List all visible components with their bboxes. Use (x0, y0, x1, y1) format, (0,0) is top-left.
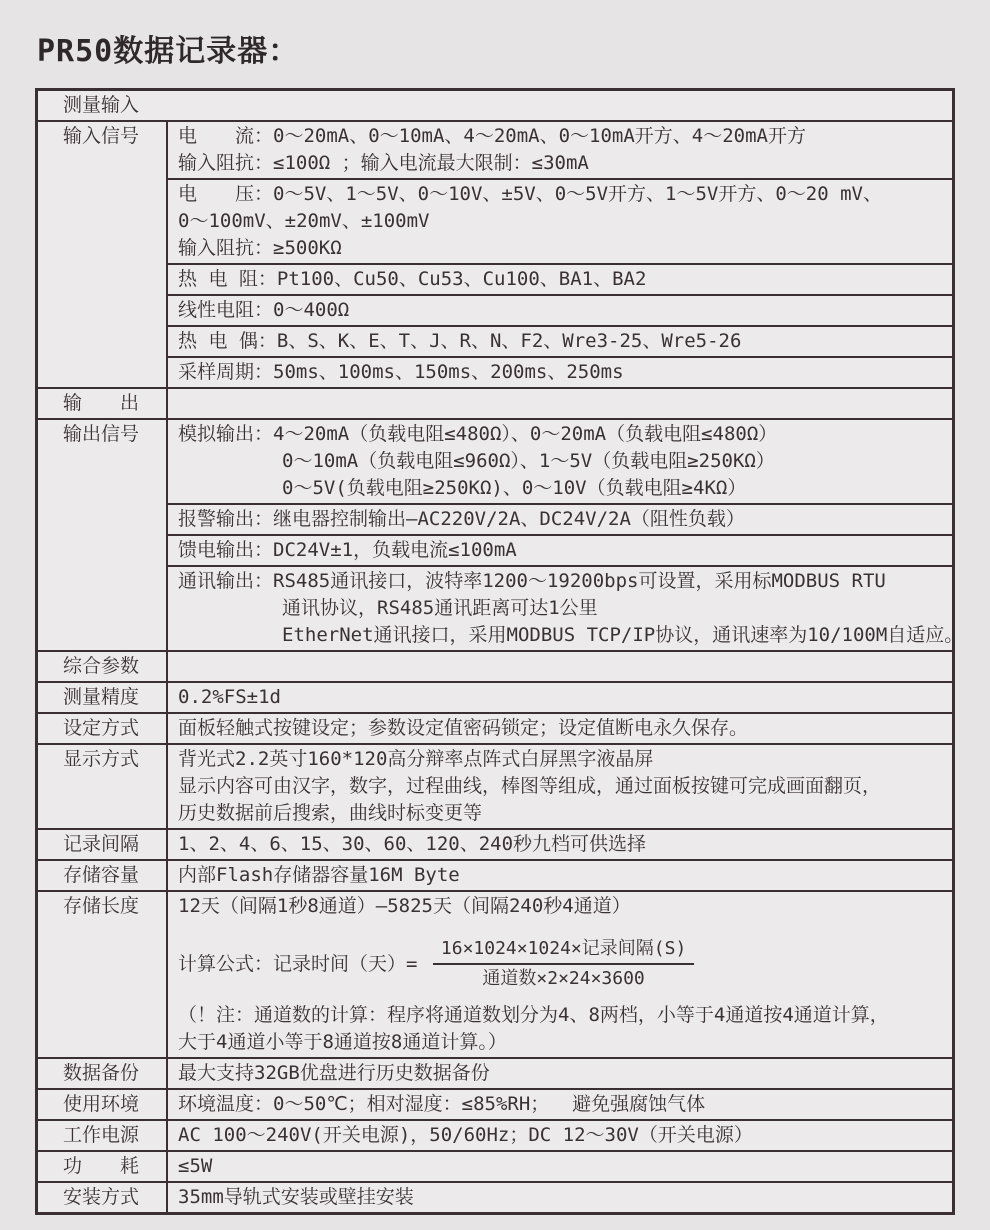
spec-line: 报警输出：继电器控制输出—AC220V/2A、DC24V/2A（阻性负载） (178, 508, 745, 530)
group-linear-resistance (168, 294, 952, 325)
group-alarm-output (168, 503, 952, 534)
group-storage-capacity (168, 861, 952, 890)
row-power-supply (38, 1119, 952, 1150)
row-value-record-interval (168, 830, 952, 859)
spec-line: 线性电阻：0～400Ω (178, 299, 350, 321)
row-value-data-backup (168, 1059, 952, 1088)
row-label-power-supply: 工作电源 (38, 1121, 168, 1150)
group-data-backup (168, 1059, 952, 1088)
row-value-output-signal (168, 420, 964, 650)
row-label-input-signal: 输入信号 (38, 122, 168, 387)
spec-line: 1、2、4、6、15、30、60、120、240秒九档可供选择 (178, 833, 647, 855)
group-accuracy (168, 683, 952, 712)
section-row-measure-input (38, 91, 952, 120)
group-feed-output (168, 534, 952, 565)
row-display (38, 743, 952, 828)
spec-line: 0.2%FS±1d (178, 686, 281, 708)
formula-denominator: 通道数×2×24×3600 (482, 968, 645, 989)
row-input-signal (38, 120, 952, 387)
section-label-general: 综合参数 (38, 652, 168, 681)
spec-line: AC 100～240V(开关电源)，50/60Hz；DC 12～30V（开关电源） (178, 1124, 753, 1146)
row-value-storage-capacity (168, 861, 952, 890)
group-installation (168, 1183, 952, 1212)
row-label-environment: 使用环境 (38, 1090, 168, 1119)
spec-line: 电 流：0～20mA、0～10mA、4～20mA、0～10mA开方、4～20mA开方 (178, 125, 806, 147)
spec-line: 历史数据前后搜索，曲线时标变更等 (178, 802, 483, 824)
group-setting (168, 714, 952, 743)
spec-line: 内部Flash存储器容量16M Byte (178, 864, 460, 886)
row-output-signal (38, 418, 964, 650)
row-value-accuracy (168, 683, 952, 712)
row-storage-capacity (38, 859, 952, 890)
group-current (168, 122, 952, 178)
group-sampling-period (168, 356, 952, 387)
spec-line: 背光式2.2英寸160*120高分辩率点阵式白屏黑字液晶屏 (178, 748, 654, 770)
group-rtd (168, 263, 952, 294)
spec-line: 输入阻抗：≤100Ω ；输入电流最大限制：≤30mA (178, 152, 589, 174)
row-value-environment (168, 1090, 952, 1119)
group-voltage (168, 178, 952, 263)
spec-line: 电 压：0～5V、1～5V、0～10V、±5V、0～5V开方、1～5V开方、0～20 mV、 (178, 183, 882, 205)
row-installation (38, 1181, 952, 1212)
row-value-power-supply (168, 1121, 952, 1150)
spec-line: 馈电输出：DC24V±1，负载电流≤100mA (178, 539, 517, 561)
spec-line: 环境温度：0～50℃；相对湿度：≤85%RH； 避免强腐蚀气体 (178, 1093, 706, 1115)
section-value-general (168, 652, 952, 681)
row-power-consumption (38, 1150, 952, 1181)
spec-line: 采样周期：50ms、100ms、150ms、200ms、250ms (178, 361, 624, 383)
section-row-general (38, 650, 952, 681)
row-setting (38, 712, 952, 743)
row-label-power-consumption: 功 耗 (38, 1152, 168, 1181)
row-label-setting: 设定方式 (38, 714, 168, 743)
group-analog-output (168, 420, 952, 503)
row-environment (38, 1088, 952, 1119)
section-label-measure-input: 测量输入 (63, 94, 140, 116)
row-label-installation: 安装方式 (38, 1183, 168, 1212)
row-value-setting (168, 714, 952, 743)
storage-formula (178, 936, 948, 992)
formula-prefix: 计算公式：记录时间（天）= (178, 952, 429, 975)
row-value-installation (168, 1183, 952, 1212)
spec-line: 12天（间隔1秒8通道）—5825天（间隔240秒4通道） (178, 895, 631, 917)
row-storage-length (38, 890, 952, 1057)
row-value-power-consumption (168, 1152, 952, 1181)
formula-numerator: 16×1024×1024×记录间隔(S) (433, 936, 694, 965)
row-label-storage-length: 存储长度 (38, 892, 168, 1057)
row-label-record-interval: 记录间隔 (38, 830, 168, 859)
spec-line: 大于4通道小等于8通道按8通道计算。） (178, 1031, 507, 1053)
section-row-output (38, 387, 952, 418)
row-label-storage-capacity: 存储容量 (38, 861, 168, 890)
spec-line: 面板轻触式按键设定；参数设定值密码锁定；设定值断电永久保存。 (178, 717, 749, 739)
spec-line: 热 电 阻：Pt100、Cu50、Cu53、Cu100、BA1、BA2 (178, 268, 647, 290)
section-label-output: 输 出 (38, 389, 168, 418)
spec-line: 通讯输出：RS485通讯接口，波特率1200～19200bps可设置，采用标MODBUS RTU (178, 570, 886, 592)
row-record-interval (38, 828, 952, 859)
row-label-output-signal: 输出信号 (38, 420, 168, 650)
row-data-backup (38, 1057, 952, 1088)
row-value-display (168, 745, 952, 828)
group-display (168, 745, 952, 828)
spec-line: ≤5W (178, 1155, 213, 1177)
group-comm-output (168, 565, 964, 650)
group-power-consumption (168, 1152, 952, 1181)
row-accuracy (38, 681, 952, 712)
group-storage-length (168, 892, 952, 1057)
spec-line: 热 电 偶：B、S、K、E、T、J、R、N、F2、Wre3-25、Wre5-26 (178, 330, 742, 352)
spec-line: 通讯协议，RS485通讯距离可达1公里 (282, 597, 598, 619)
section-value-output (168, 389, 952, 418)
row-value-input-signal (168, 122, 952, 387)
group-environment (168, 1090, 952, 1119)
spec-line: 0～10mA（负载电阻≤960Ω）、1～5V（负载电阻≥250KΩ） (282, 450, 775, 472)
row-value-storage-length (168, 892, 952, 1057)
group-record-interval (168, 830, 952, 859)
page-title: PR50数据记录器： (37, 34, 300, 69)
row-label-data-backup: 数据备份 (38, 1059, 168, 1088)
formula-fraction (433, 936, 694, 992)
spec-table (35, 88, 964, 1215)
spec-line: 最大支持32GB优盘进行历史数据备份 (178, 1062, 490, 1084)
spec-line: 0～5V(负载电阻≥250KΩ)、0～10V（负载电阻≥4KΩ） (282, 477, 747, 499)
row-label-accuracy: 测量精度 (38, 683, 168, 712)
spec-line: 模拟输出：4～20mA（负载电阻≤480Ω）、0～20mA（负载电阻≤480Ω） (178, 423, 778, 445)
group-thermocouple (168, 325, 952, 356)
row-label-display: 显示方式 (38, 745, 168, 828)
spec-line: 0～100mV、±20mV、±100mV (178, 210, 430, 232)
spec-line: 显示内容可由汉字，数字，过程曲线，棒图等组成，通过面板按键可完成画面翻页， (178, 775, 882, 797)
spec-line: 35mm导轨式安装或壁挂安装 (178, 1186, 414, 1208)
group-power-supply (168, 1121, 952, 1150)
spec-line: 输入阻抗：≥500KΩ (178, 237, 342, 259)
spec-line: （！注：通道数的计算：程序将通道数划分为4、8两档，小等于4通道按4通道计算， (178, 1004, 889, 1026)
spec-line: EtherNet通讯接口，采用MODBUS TCP/IP协议，通讯速率为10/100M自适应。 (282, 624, 964, 646)
